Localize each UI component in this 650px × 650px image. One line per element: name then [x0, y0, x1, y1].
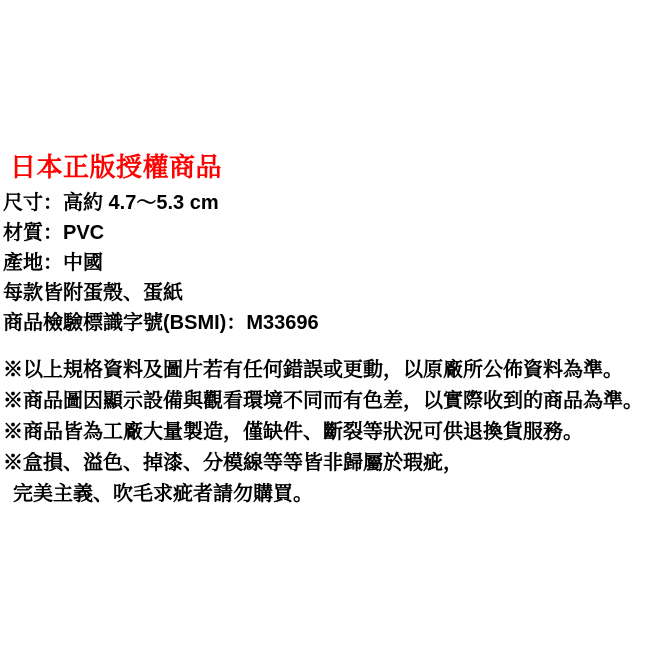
disclaimer-return-policy: ※商品皆為工廠大量製造，僅缺件、斷裂等狀況可供退換貨服務。	[3, 421, 583, 443]
spec-material: 材質：PVC	[3, 222, 105, 244]
disclaimer-list	[0, 355, 650, 510]
spec-size: 尺寸：高約 4.7～5.3 cm	[3, 192, 219, 214]
spec-included: 每款皆附蛋殼、蛋紙	[3, 282, 183, 304]
spec-bsmi: 商品檢驗標識字號(BSMI)：M33696	[3, 312, 319, 334]
product-info-block	[0, 150, 650, 510]
disclaimer-color: ※商品圖因顯示設備與觀看環境不同而有色差，以實際收到的商品為準。	[3, 390, 643, 412]
spec-origin: 產地：中國	[3, 252, 103, 274]
disclaimer-accuracy: ※以上規格資料及圖片若有任何錯誤或更動，以原廠所公佈資料為準。	[3, 359, 623, 381]
licensed-product-title: 日本正版授權商品	[10, 152, 223, 182]
disclaimer-defects-continued: 完美主義、吹毛求疵者請勿購買。	[13, 483, 313, 505]
spec-list	[0, 188, 650, 338]
disclaimer-defects: ※盒損、溢色、掉漆、分模線等等皆非歸屬於瑕疵，	[3, 452, 463, 474]
